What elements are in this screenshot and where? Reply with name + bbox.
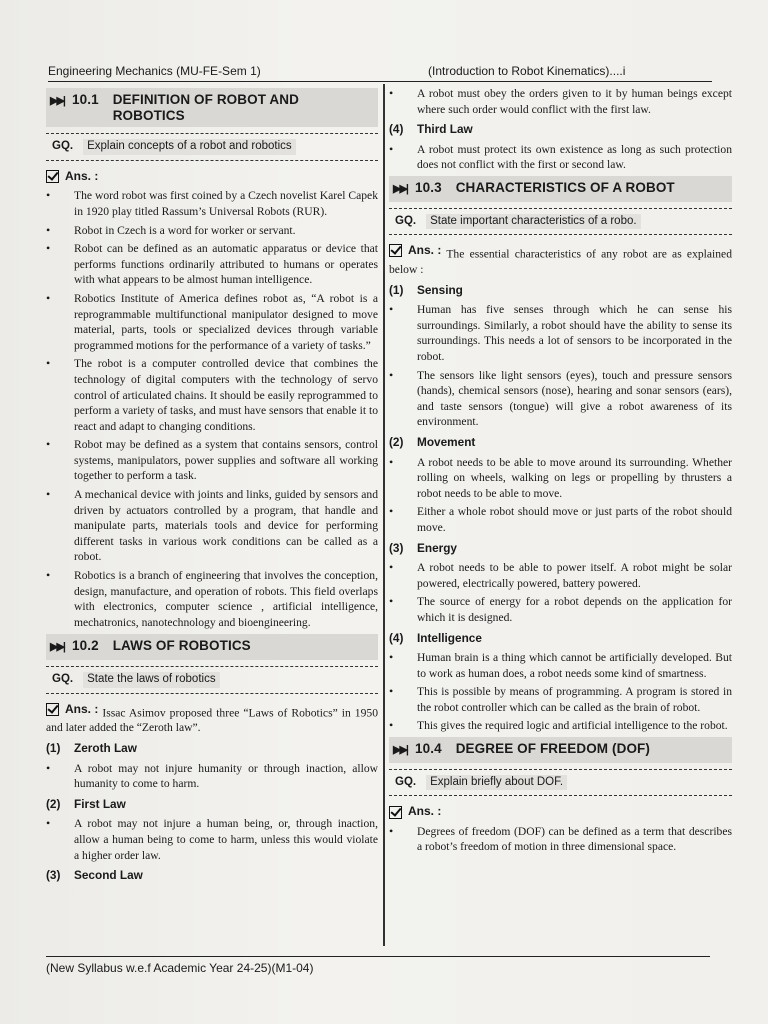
header-chapter-title: (Introduction to Robot Kinematics)....i xyxy=(428,64,626,78)
section-number: 10.2 xyxy=(72,638,99,654)
checkbox-icon xyxy=(46,170,59,183)
law-text-list xyxy=(389,142,732,173)
list-item: • A robot needs to be able to power itself. A robot might be solar powered, electrically powered, battery powered. xyxy=(389,560,732,591)
answer-text: Issac Asimov proposed three “Laws of Robotics” in 1950 and later added the “Zeroth law”. xyxy=(46,705,378,735)
answer-label: Ans. : xyxy=(46,169,378,185)
list-item: • A mechanical device with joints and links, guided by sensors and driven by actuators controlled by a program, that handle and manipulate parts, materials tools and device for performing different tasks in various work conditions can be called as a robot. xyxy=(46,487,378,565)
gq-text: Explain concepts of a robot and robotics xyxy=(83,139,296,155)
section-number: 10.3 xyxy=(415,179,442,195)
list-item: • Robotics is a branch of engineering that involves the conception, design, manufacture, and operation of robots. This field overlaps with electronics, computer science , artificial intelligence, mechatronics, nanotechnology and bioengineering. xyxy=(46,568,378,630)
guided-question xyxy=(46,133,378,161)
law-heading: (2) First Law xyxy=(46,796,126,811)
characteristic-list xyxy=(389,455,732,536)
characteristic-list xyxy=(389,302,732,430)
list-item: • Robot can be defined as an automatic apparatus or device that performs functions ordinarily attributed to humans or operates with what appears to be almost human intelligence. xyxy=(46,241,378,288)
double-arrow-icon: ▶▶| xyxy=(50,641,64,654)
list-item: • A robot must protect its own existence as long as such protection does not conflict with the first or second law. xyxy=(389,142,732,173)
section-title: DEFINITION OF ROBOT AND ROBOTICS xyxy=(112,92,299,123)
characteristic-heading: (1) Sensing xyxy=(389,282,463,297)
list-item: • A robot needs to be able to move around its surrounding. Whether rolling on wheels, walking on legs or propelling by thrusters a robot needs to be able to move. xyxy=(389,455,732,502)
gq-tag: GQ. xyxy=(395,775,417,788)
list-item: • Robot may be defined as a system that contains sensors, control systems, manipulators, power supplies and software all working together to perform a task. xyxy=(46,437,378,484)
list-item: • Degrees of freedom (DOF) can be defined as a term that describes a robot’s freedom of motion in three dimensional space. xyxy=(389,824,732,855)
gq-text: State the laws of robotics xyxy=(83,672,219,688)
double-arrow-icon: ▶▶| xyxy=(50,95,64,107)
guided-question xyxy=(389,208,732,236)
answer-text: The essential characteristics of any robot are as explained below : xyxy=(389,247,732,277)
list-item: • This gives the required logic and artificial intelligence to the robot. xyxy=(389,718,732,734)
section-number: 10.4 xyxy=(415,741,442,757)
section-heading-10-1 xyxy=(46,88,378,127)
characteristic-heading: (2) Movement xyxy=(389,434,476,449)
right-column xyxy=(389,86,732,858)
bullet-list-10-1 xyxy=(46,188,378,630)
list-item: • The word robot was first coined by a Czech novelist Karel Capek in 1920 play titled Rassum’s Universal Robots (RUR). xyxy=(46,188,378,219)
section-number: 10.1 xyxy=(72,92,99,107)
list-item: • A robot must obey the orders given to it by human beings except where such order would conflict with the first law. xyxy=(389,86,732,117)
checkbox-icon xyxy=(389,806,402,819)
gq-tag: GQ. xyxy=(52,140,74,153)
list-item: • The sensors like light sensors (eyes), touch and pressure sensors (hands), chemical sensors (nose), hearing and sonar sensors (ears), and taste sensors (tongue) will give a robot awareness of its environment. xyxy=(389,368,732,430)
section-heading-10-4 xyxy=(389,737,732,763)
gq-tag: GQ. xyxy=(52,673,74,685)
list-item: • Human has five senses through which he can sense his surroundings. Similarly, a robot should have the ability to sense its surroundings. This needs a lot of sensors to be incorporated in the robot. xyxy=(389,302,732,364)
section-title: LAWS OF ROBOTICS xyxy=(112,638,251,654)
double-arrow-icon: ▶▶| xyxy=(393,182,407,195)
list-item: • The source of energy for a robot depends on the application for which it is designed. xyxy=(389,594,732,625)
section-heading-10-2 xyxy=(46,634,378,660)
checkbox-icon xyxy=(46,703,59,716)
answer-paragraph xyxy=(46,702,378,736)
guided-question xyxy=(389,769,732,797)
characteristic-list xyxy=(389,560,732,625)
law-heading: (3) Second Law xyxy=(46,868,143,883)
list-item: • A robot may not injure humanity or through inaction, allow humanity to come to harm. xyxy=(46,761,378,792)
section-heading-10-3 xyxy=(389,176,732,202)
section-title: DEGREE OF FREEDOM (DOF) xyxy=(455,741,650,757)
gq-tag: GQ. xyxy=(395,214,417,227)
bullet-list-10-4 xyxy=(389,824,732,855)
answer-paragraph xyxy=(389,243,732,277)
left-column xyxy=(46,88,378,888)
list-item: • Robot in Czech is a word for worker or servant. xyxy=(46,223,378,239)
list-item: • Human brain is a thing which cannot be artificially developed. But to work as human does, a robot needs some kind of smartness. xyxy=(389,650,732,681)
list-item: • Robotics Institute of America defines robot as, “A robot is a reprogrammable multifunctional manipulator designed to move material, parts, tools or specialized devices through variable programmed motions for the performance of a variety of tasks.” xyxy=(46,291,378,353)
law-heading: (1) Zeroth Law xyxy=(46,741,137,756)
list-item: • Either a whole robot should move or just parts of the robot should move. xyxy=(389,504,732,535)
double-arrow-icon: ▶▶| xyxy=(393,744,407,757)
list-item: • This is possible by means of programming. A program is stored in the robot controller which can be called as the brain of robot. xyxy=(389,684,732,715)
gq-text: Explain briefly about DOF. xyxy=(426,775,567,791)
section-title: CHARACTERISTICS OF A ROBOT xyxy=(455,179,675,195)
list-item: • The robot is a computer controlled device that combines the technology of digital computers with the technology of servo control of articulated chains. It should be easily reprogrammed to perform a variety of tasks, and must have sensors that enable it to react and adapt to changing conditions. xyxy=(46,356,378,434)
gq-text: State important characteristics of a robo. xyxy=(426,214,640,230)
answer-label: Ans. : xyxy=(65,701,99,716)
header-book-title: Engineering Mechanics (MU-FE-Sem 1) xyxy=(48,64,261,78)
law-text-list xyxy=(46,761,378,792)
running-header xyxy=(48,62,712,82)
list-item: • A robot may not injure a human being, or, through inaction, allow a human being to come to harm, unless this would violate a higher order law. xyxy=(46,816,378,863)
running-footer: (New Syllabus w.e.f Academic Year 24-25)(M1-04) xyxy=(46,956,710,975)
law-heading: (4) Third Law xyxy=(389,122,473,137)
guided-question xyxy=(46,666,378,694)
characteristic-list xyxy=(389,650,732,734)
law-text-list xyxy=(389,86,732,117)
checkbox-icon xyxy=(389,244,402,257)
answer-label: Ans. : xyxy=(408,243,442,258)
characteristic-heading: (3) Energy xyxy=(389,540,457,555)
law-text-list xyxy=(46,816,378,863)
characteristic-heading: (4) Intelligence xyxy=(389,630,482,645)
column-divider xyxy=(383,84,385,946)
answer-label: Ans. : xyxy=(389,804,732,820)
